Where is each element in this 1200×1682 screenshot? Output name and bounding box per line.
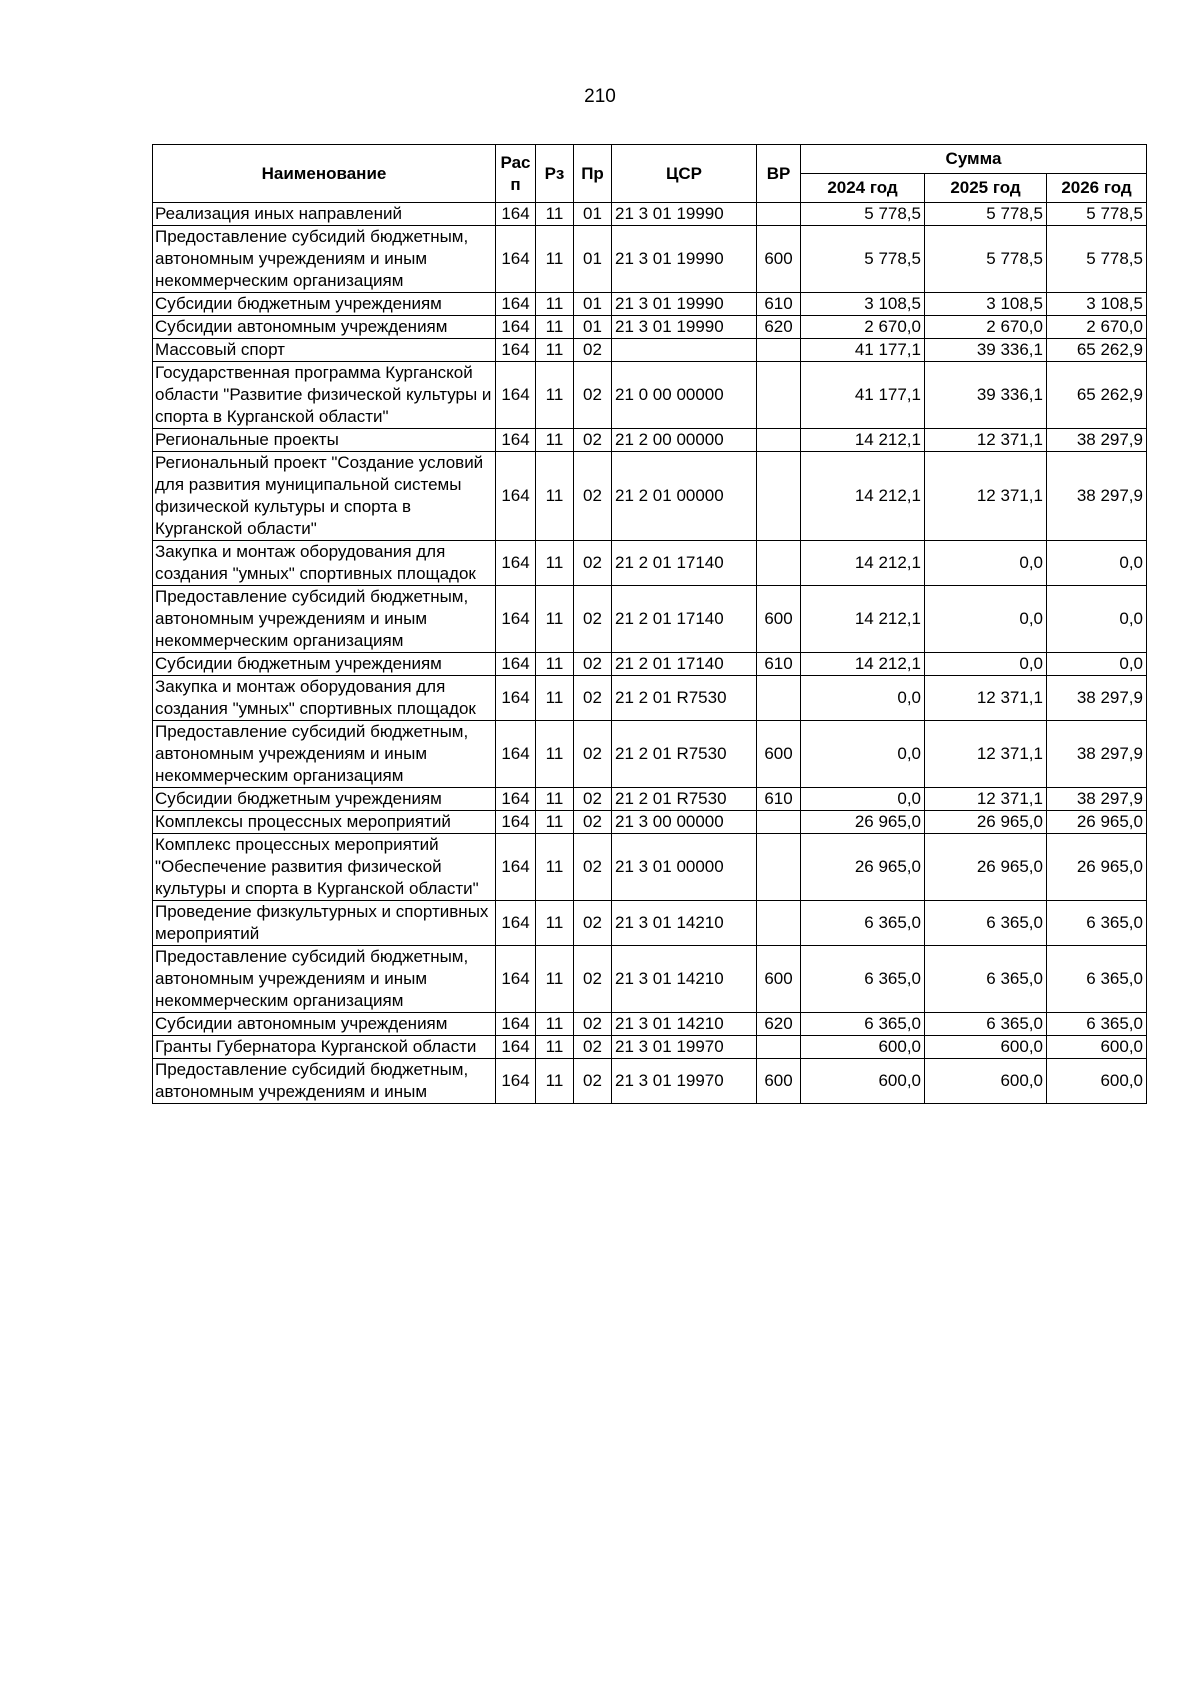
cell-rz: 11 <box>536 362 574 429</box>
cell-rasp: 164 <box>496 834 536 901</box>
header-name: Наименование <box>153 145 496 203</box>
cell-2025: 6 365,0 <box>925 901 1047 946</box>
cell-2026: 5 778,5 <box>1047 226 1147 293</box>
table-row <box>153 1059 1147 1104</box>
cell-rz: 11 <box>536 1059 574 1104</box>
cell-rz: 11 <box>536 203 574 226</box>
cell-2026: 38 297,9 <box>1047 676 1147 721</box>
cell-2026: 600,0 <box>1047 1036 1147 1059</box>
cell-name: Реализация иных направлений <box>153 203 496 226</box>
cell-name: Гранты Губернатора Курганской области <box>153 1036 496 1059</box>
cell-rasp: 164 <box>496 1013 536 1036</box>
cell-vr <box>757 452 801 541</box>
cell-vr <box>757 811 801 834</box>
table-row <box>153 676 1147 721</box>
table-row <box>153 339 1147 362</box>
header-sum: Сумма <box>801 145 1147 174</box>
cell-2025: 12 371,1 <box>925 429 1047 452</box>
cell-2025: 600,0 <box>925 1059 1047 1104</box>
cell-vr: 600 <box>757 226 801 293</box>
cell-rasp: 164 <box>496 721 536 788</box>
cell-2026: 600,0 <box>1047 1059 1147 1104</box>
cell-rasp: 164 <box>496 203 536 226</box>
cell-csr: 21 2 00 00000 <box>612 429 757 452</box>
cell-2025: 5 778,5 <box>925 226 1047 293</box>
cell-2026: 6 365,0 <box>1047 946 1147 1013</box>
header-csr: ЦСР <box>612 145 757 203</box>
cell-2025: 12 371,1 <box>925 676 1047 721</box>
cell-pr: 02 <box>574 362 612 429</box>
cell-2026: 3 108,5 <box>1047 293 1147 316</box>
cell-rasp: 164 <box>496 586 536 653</box>
cell-2025: 39 336,1 <box>925 339 1047 362</box>
cell-rasp: 164 <box>496 541 536 586</box>
cell-2026: 26 965,0 <box>1047 834 1147 901</box>
cell-name: Массовый спорт <box>153 339 496 362</box>
cell-rz: 11 <box>536 901 574 946</box>
cell-vr: 620 <box>757 316 801 339</box>
table-row <box>153 1013 1147 1036</box>
cell-rasp: 164 <box>496 653 536 676</box>
cell-pr: 01 <box>574 203 612 226</box>
cell-pr: 02 <box>574 339 612 362</box>
cell-csr: 21 2 01 17140 <box>612 653 757 676</box>
cell-rz: 11 <box>536 676 574 721</box>
cell-2024: 41 177,1 <box>801 362 925 429</box>
cell-name: Проведение физкультурных и спортивных мероприятий <box>153 901 496 946</box>
header-year-2026: 2026 год <box>1047 174 1147 203</box>
cell-vr <box>757 901 801 946</box>
cell-2024: 14 212,1 <box>801 429 925 452</box>
cell-vr <box>757 676 801 721</box>
table-body <box>153 203 1147 1104</box>
table-row <box>153 226 1147 293</box>
cell-2025: 6 365,0 <box>925 946 1047 1013</box>
cell-vr <box>757 429 801 452</box>
cell-2024: 26 965,0 <box>801 834 925 901</box>
cell-name: Комплекс процессных мероприятий "Обеспечение развития физической культуры и спорта в Курганской области" <box>153 834 496 901</box>
header-rasp-line1: Рас <box>500 152 531 172</box>
cell-name: Субсидии автономным учреждениям <box>153 316 496 339</box>
cell-vr <box>757 203 801 226</box>
cell-rasp: 164 <box>496 788 536 811</box>
cell-2024: 0,0 <box>801 721 925 788</box>
cell-2025: 39 336,1 <box>925 362 1047 429</box>
cell-csr: 21 3 01 19970 <box>612 1059 757 1104</box>
cell-csr: 21 3 01 19970 <box>612 1036 757 1059</box>
cell-2024: 14 212,1 <box>801 452 925 541</box>
cell-2025: 5 778,5 <box>925 203 1047 226</box>
table-row <box>153 293 1147 316</box>
cell-rasp: 164 <box>496 429 536 452</box>
cell-2025: 12 371,1 <box>925 721 1047 788</box>
cell-vr <box>757 541 801 586</box>
cell-name: Государственная программа Курганской области "Развитие физической культуры и спорта в Курганской области" <box>153 362 496 429</box>
cell-rz: 11 <box>536 339 574 362</box>
cell-2026: 6 365,0 <box>1047 901 1147 946</box>
cell-2025: 3 108,5 <box>925 293 1047 316</box>
cell-2026: 5 778,5 <box>1047 203 1147 226</box>
cell-csr: 21 2 01 R7530 <box>612 721 757 788</box>
cell-rz: 11 <box>536 653 574 676</box>
header-pr: Пр <box>574 145 612 203</box>
cell-2025: 2 670,0 <box>925 316 1047 339</box>
cell-2024: 41 177,1 <box>801 339 925 362</box>
cell-pr: 02 <box>574 452 612 541</box>
cell-2024: 0,0 <box>801 676 925 721</box>
cell-csr: 21 2 01 00000 <box>612 452 757 541</box>
cell-2025: 600,0 <box>925 1036 1047 1059</box>
cell-2024: 0,0 <box>801 788 925 811</box>
header-rasp-line2: п <box>510 174 521 194</box>
cell-pr: 02 <box>574 1036 612 1059</box>
cell-2025: 0,0 <box>925 653 1047 676</box>
cell-vr: 600 <box>757 1059 801 1104</box>
cell-2026: 6 365,0 <box>1047 1013 1147 1036</box>
cell-rz: 11 <box>536 834 574 901</box>
cell-2026: 0,0 <box>1047 586 1147 653</box>
cell-2024: 3 108,5 <box>801 293 925 316</box>
cell-pr: 02 <box>574 811 612 834</box>
cell-pr: 02 <box>574 788 612 811</box>
cell-2024: 14 212,1 <box>801 586 925 653</box>
table-row <box>153 362 1147 429</box>
cell-2024: 14 212,1 <box>801 541 925 586</box>
cell-pr: 02 <box>574 946 612 1013</box>
cell-pr: 02 <box>574 429 612 452</box>
table-row <box>153 452 1147 541</box>
cell-rasp: 164 <box>496 811 536 834</box>
page-number: 210 <box>584 86 616 107</box>
cell-rz: 11 <box>536 946 574 1013</box>
cell-2024: 14 212,1 <box>801 653 925 676</box>
cell-vr: 600 <box>757 721 801 788</box>
cell-2026: 2 670,0 <box>1047 316 1147 339</box>
cell-csr <box>612 339 757 362</box>
table-row <box>153 316 1147 339</box>
cell-rz: 11 <box>536 721 574 788</box>
cell-rasp: 164 <box>496 1059 536 1104</box>
cell-rasp: 164 <box>496 946 536 1013</box>
cell-name: Субсидии автономным учреждениям <box>153 1013 496 1036</box>
cell-vr <box>757 339 801 362</box>
cell-name: Комплексы процессных мероприятий <box>153 811 496 834</box>
cell-vr <box>757 1036 801 1059</box>
table-row <box>153 946 1147 1013</box>
cell-csr: 21 3 01 14210 <box>612 1013 757 1036</box>
cell-vr: 600 <box>757 586 801 653</box>
cell-2024: 26 965,0 <box>801 811 925 834</box>
cell-2025: 0,0 <box>925 586 1047 653</box>
table-row <box>153 788 1147 811</box>
table-row <box>153 541 1147 586</box>
cell-2024: 6 365,0 <box>801 946 925 1013</box>
cell-name: Региональные проекты <box>153 429 496 452</box>
cell-vr: 610 <box>757 653 801 676</box>
cell-2026: 38 297,9 <box>1047 429 1147 452</box>
cell-rz: 11 <box>536 293 574 316</box>
cell-rasp: 164 <box>496 339 536 362</box>
cell-rz: 11 <box>536 429 574 452</box>
cell-rz: 11 <box>536 226 574 293</box>
cell-2026: 0,0 <box>1047 541 1147 586</box>
cell-name: Закупка и монтаж оборудования для создания "умных" спортивных площадок <box>153 541 496 586</box>
cell-vr: 600 <box>757 946 801 1013</box>
cell-2025: 12 371,1 <box>925 452 1047 541</box>
cell-2024: 2 670,0 <box>801 316 925 339</box>
cell-name: Закупка и монтаж оборудования для создания "умных" спортивных площадок <box>153 676 496 721</box>
cell-name: Субсидии бюджетным учреждениям <box>153 653 496 676</box>
table-row <box>153 721 1147 788</box>
cell-rz: 11 <box>536 788 574 811</box>
cell-name: Предоставление субсидий бюджетным, автономным учреждениям и иным некоммерческим организациям <box>153 586 496 653</box>
cell-csr: 21 0 00 00000 <box>612 362 757 429</box>
header-rasp <box>496 145 536 203</box>
cell-vr <box>757 834 801 901</box>
cell-vr: 610 <box>757 788 801 811</box>
cell-rasp: 164 <box>496 293 536 316</box>
table-row <box>153 203 1147 226</box>
cell-csr: 21 3 01 00000 <box>612 834 757 901</box>
cell-2026: 38 297,9 <box>1047 452 1147 541</box>
table-row <box>153 811 1147 834</box>
cell-pr: 01 <box>574 293 612 316</box>
cell-pr: 02 <box>574 586 612 653</box>
cell-csr: 21 3 01 19990 <box>612 203 757 226</box>
cell-name: Предоставление субсидий бюджетным, автономным учреждениям и иным некоммерческим организациям <box>153 946 496 1013</box>
cell-rz: 11 <box>536 541 574 586</box>
cell-2024: 600,0 <box>801 1059 925 1104</box>
header-year-2025: 2025 год <box>925 174 1047 203</box>
cell-2024: 5 778,5 <box>801 226 925 293</box>
cell-rasp: 164 <box>496 452 536 541</box>
cell-csr: 21 3 01 19990 <box>612 316 757 339</box>
cell-csr: 21 3 00 00000 <box>612 811 757 834</box>
cell-rz: 11 <box>536 316 574 339</box>
cell-name: Предоставление субсидий бюджетным, автономным учреждениям и иным некоммерческим организациям <box>153 226 496 293</box>
cell-csr: 21 3 01 14210 <box>612 901 757 946</box>
cell-2026: 65 262,9 <box>1047 362 1147 429</box>
cell-vr: 610 <box>757 293 801 316</box>
cell-pr: 02 <box>574 676 612 721</box>
cell-2024: 600,0 <box>801 1036 925 1059</box>
header-vr: ВР <box>757 145 801 203</box>
cell-pr: 02 <box>574 721 612 788</box>
cell-2024: 6 365,0 <box>801 1013 925 1036</box>
cell-2025: 26 965,0 <box>925 811 1047 834</box>
cell-2025: 6 365,0 <box>925 1013 1047 1036</box>
budget-table <box>152 144 1147 1104</box>
cell-2026: 0,0 <box>1047 653 1147 676</box>
table-row <box>153 429 1147 452</box>
cell-2025: 26 965,0 <box>925 834 1047 901</box>
cell-csr: 21 2 01 R7530 <box>612 788 757 811</box>
cell-rasp: 164 <box>496 1036 536 1059</box>
cell-pr: 01 <box>574 226 612 293</box>
cell-pr: 02 <box>574 834 612 901</box>
cell-csr: 21 3 01 19990 <box>612 226 757 293</box>
cell-2026: 65 262,9 <box>1047 339 1147 362</box>
cell-rz: 11 <box>536 811 574 834</box>
table-row <box>153 653 1147 676</box>
cell-csr: 21 3 01 14210 <box>612 946 757 1013</box>
cell-rasp: 164 <box>496 316 536 339</box>
cell-2024: 5 778,5 <box>801 203 925 226</box>
cell-csr: 21 2 01 R7530 <box>612 676 757 721</box>
cell-rz: 11 <box>536 1013 574 1036</box>
cell-2026: 38 297,9 <box>1047 721 1147 788</box>
cell-rasp: 164 <box>496 676 536 721</box>
cell-pr: 02 <box>574 901 612 946</box>
cell-pr: 02 <box>574 1059 612 1104</box>
table-row <box>153 1036 1147 1059</box>
table-row <box>153 901 1147 946</box>
cell-name: Субсидии бюджетным учреждениям <box>153 293 496 316</box>
cell-2025: 0,0 <box>925 541 1047 586</box>
cell-name: Предоставление субсидий бюджетным, автономным учреждениям и иным некоммерческим организациям <box>153 721 496 788</box>
cell-rasp: 164 <box>496 901 536 946</box>
cell-pr: 02 <box>574 541 612 586</box>
cell-name: Региональный проект "Создание условий для развития муниципальной системы физической культуры и спорта в Курганской области" <box>153 452 496 541</box>
cell-csr: 21 2 01 17140 <box>612 586 757 653</box>
cell-csr: 21 2 01 17140 <box>612 541 757 586</box>
cell-2026: 38 297,9 <box>1047 788 1147 811</box>
cell-rz: 11 <box>536 586 574 653</box>
cell-2024: 6 365,0 <box>801 901 925 946</box>
cell-pr: 01 <box>574 316 612 339</box>
cell-pr: 02 <box>574 653 612 676</box>
cell-name: Предоставление субсидий бюджетным, автономным учреждениям и иным <box>153 1059 496 1104</box>
cell-rz: 11 <box>536 452 574 541</box>
table-row <box>153 586 1147 653</box>
cell-pr: 02 <box>574 1013 612 1036</box>
cell-rasp: 164 <box>496 226 536 293</box>
cell-2025: 12 371,1 <box>925 788 1047 811</box>
header-rz: Рз <box>536 145 574 203</box>
cell-vr: 620 <box>757 1013 801 1036</box>
cell-vr <box>757 362 801 429</box>
cell-name: Субсидии бюджетным учреждениям <box>153 788 496 811</box>
cell-rasp: 164 <box>496 362 536 429</box>
cell-rz: 11 <box>536 1036 574 1059</box>
cell-2026: 26 965,0 <box>1047 811 1147 834</box>
cell-csr: 21 3 01 19990 <box>612 293 757 316</box>
header-year-2024: 2024 год <box>801 174 925 203</box>
table-row <box>153 834 1147 901</box>
